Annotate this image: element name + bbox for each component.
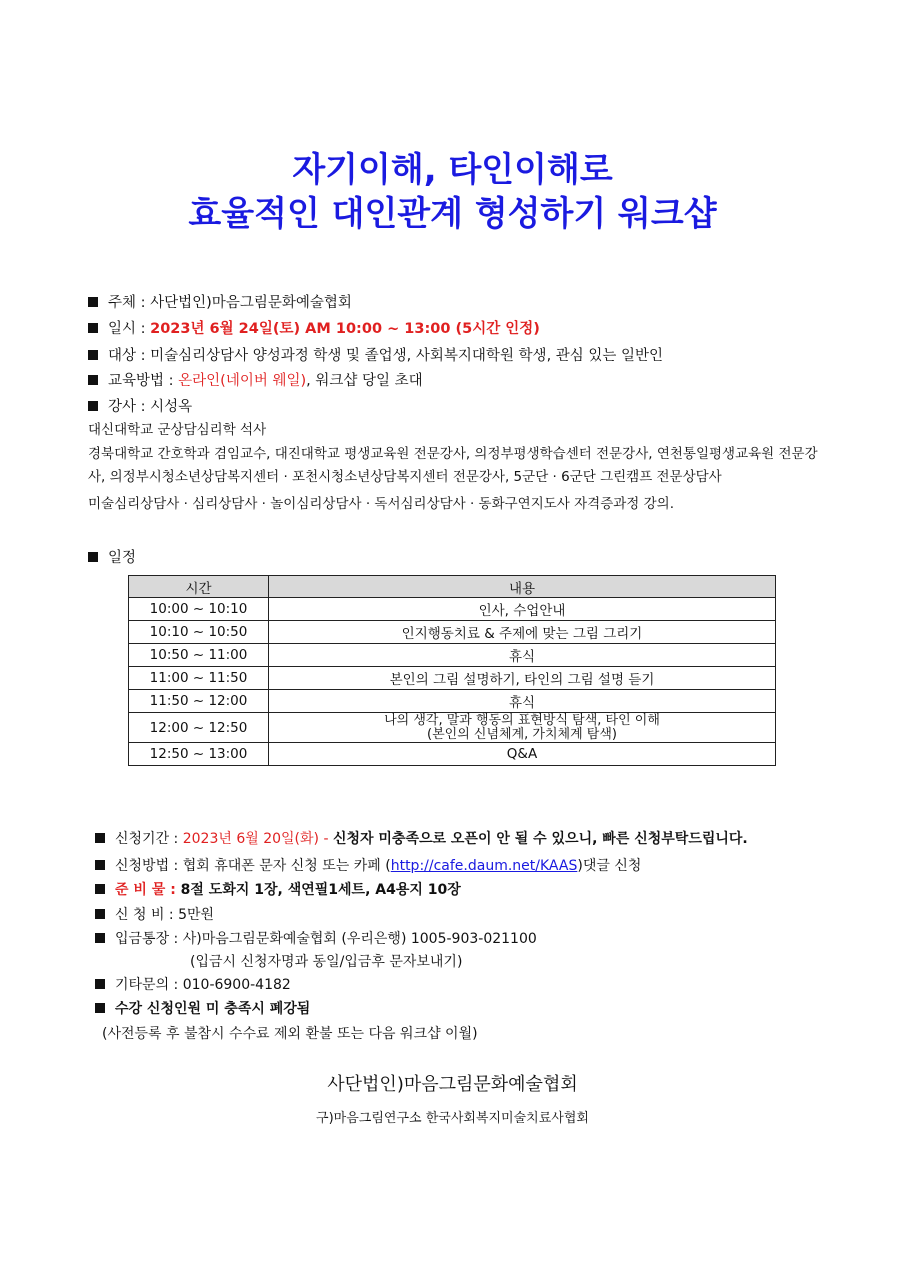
apply-prep-value: 8절 도화지 1장, 색연필1세트, A4용지 10장 — [180, 882, 461, 898]
row-time: 11:50 ~ 12:00 — [129, 690, 269, 713]
table-row — [129, 743, 776, 766]
bullet-square-icon — [88, 297, 98, 307]
lecturer-career: 경북대학교 간호학과 겸임교수, 대진대학교 평생교육원 전문강사, 의정부평생학습센터 전문강사, 연천통일평생교육원 전문강사, 의정부시청소년상담복지센터 · 포천시청소년상담복지센터 전문강사, 5군단 · 6군단 그린캠프 전문상담사 — [88, 446, 818, 485]
schedule-header-row — [129, 576, 776, 598]
lecturer-degree: 대신대학교 군상담심리학 석사 — [88, 422, 267, 438]
apply-method — [95, 855, 641, 875]
title-line-2: 효율적인 대인관계 형성하기 워크샵 — [188, 194, 717, 234]
info-method-rest: , 워크샵 당일 초대 — [306, 373, 423, 389]
schedule-table — [128, 575, 776, 766]
info-date — [88, 317, 540, 338]
apply-method-post: )댓글 신청 — [577, 858, 642, 874]
bullet-square-icon — [95, 860, 105, 870]
apply-fee — [95, 904, 214, 924]
row-content: 인지행동치료 & 주제에 맞는 그림 그리기 — [269, 621, 776, 644]
apply-account-value: 사)마음그림문화예술협회 (우리은행) 1005-903-021100 — [182, 931, 537, 947]
apply-contact-label: 기타문의 : — [115, 977, 183, 993]
schedule-heading-label: 일정 — [108, 550, 137, 566]
apply-fee-label: 신 청 비 : — [115, 907, 179, 923]
apply-account — [95, 928, 537, 948]
cafe-link[interactable]: http://cafe.daum.net/KAAS — [390, 858, 578, 874]
row-time: 10:50 ~ 11:00 — [129, 644, 269, 667]
table-row — [129, 644, 776, 667]
row-content: 인사, 수업안내 — [269, 598, 776, 621]
row-time: 10:10 ~ 10:50 — [129, 621, 269, 644]
organization-former-name: 구)마음그림연구소 한국사회복지미술치료사협회 — [316, 1111, 589, 1126]
row-content: 본인의 그림 설명하기, 타인의 그림 설명 듣기 — [269, 667, 776, 690]
bullet-square-icon — [95, 884, 105, 894]
row-content-line-1: 나의 생각, 말과 행동의 표현방식 탐색, 타인 이해 — [384, 712, 660, 728]
table-row — [129, 667, 776, 690]
apply-period — [95, 828, 748, 848]
bullet-square-icon — [88, 350, 98, 360]
row-time: 12:00 ~ 12:50 — [129, 713, 269, 743]
apply-method-label: 신청방법 : — [115, 858, 183, 874]
info-date-label: 일시 : — [108, 321, 151, 337]
bullet-square-icon — [95, 979, 105, 989]
lecturer-courses: 미술심리상담사 · 심리상담사 · 놀이심리상담사 · 독서심리상담사 · 동화구연지도사 자격증과정 강의. — [88, 496, 675, 512]
bullet-square-icon — [95, 1003, 105, 1013]
apply-fee-value: 5만원 — [178, 907, 215, 923]
info-lecturer-label: 강사 : — [108, 399, 151, 415]
table-row — [129, 598, 776, 621]
apply-refund: (사전등록 후 불참시 수수료 제외 환불 또는 다음 워크샵 이월) — [102, 1026, 478, 1042]
apply-prep-label: 준 비 물 : — [115, 882, 181, 898]
row-time: 12:50 ~ 13:00 — [129, 743, 269, 766]
bullet-square-icon — [88, 552, 98, 562]
apply-contact-value: 010-6900-4182 — [182, 977, 291, 993]
info-target — [88, 344, 663, 365]
bullet-square-icon — [95, 909, 105, 919]
bullet-square-icon — [95, 833, 105, 843]
col-content-header: 내용 — [269, 576, 776, 598]
apply-method-pre: 협회 휴대폰 문자 신청 또는 카페 ( — [182, 858, 391, 874]
schedule-heading — [88, 546, 136, 567]
info-method — [88, 369, 423, 390]
row-content-line-2: (본인의 신념체계, 가치체계 탐색) — [427, 726, 617, 742]
apply-period-notice: 신청자 미충족으로 오픈이 안 될 수 있으니, 빠른 신청부탁드립니다. — [332, 831, 748, 847]
apply-period-label: 신청기간 : — [115, 831, 183, 847]
bullet-square-icon — [88, 375, 98, 385]
row-content — [269, 713, 776, 743]
bullet-square-icon — [95, 933, 105, 943]
info-lecturer-value: 시성옥 — [150, 399, 193, 415]
row-content: 휴식 — [269, 690, 776, 713]
apply-contact — [95, 974, 291, 994]
apply-period-date: 2023년 6월 20일(화) - — [182, 831, 333, 847]
col-time-header: 시간 — [129, 576, 269, 598]
row-content: Q&A — [269, 743, 776, 766]
apply-cancel-text: 수강 신청인원 미 충족시 폐강됨 — [115, 1001, 311, 1017]
info-lecturer — [88, 395, 192, 416]
table-row — [129, 690, 776, 713]
table-row — [129, 621, 776, 644]
organization-name: 사단법인)마음그림문화예술협회 — [327, 1074, 578, 1095]
apply-account-label: 입금통장 : — [115, 931, 183, 947]
info-method-online: 온라인(네이버 웨일) — [178, 373, 307, 389]
info-host — [88, 291, 352, 312]
bullet-square-icon — [88, 323, 98, 333]
page-title — [0, 148, 905, 236]
apply-cancel — [95, 998, 310, 1018]
table-row — [129, 713, 776, 743]
info-target-label: 대상 : — [108, 348, 151, 364]
info-target-value: 미술심리상담사 양성과정 학생 및 졸업생, 사회복지대학원 학생, 관심 있는 일반인 — [150, 348, 664, 364]
info-date-value: 2023년 6월 24일(토) AM 10:00 ~ 13:00 (5시간 인정) — [150, 321, 540, 337]
title-line-1: 자기이해, 타인이해로 — [292, 150, 613, 190]
bullet-square-icon — [88, 401, 98, 411]
row-time: 10:00 ~ 10:10 — [129, 598, 269, 621]
apply-account-note: (입금시 신청자명과 동일/입금후 문자보내기) — [190, 954, 463, 970]
info-method-label: 교육방법 : — [108, 373, 179, 389]
info-host-value: 사단법인)마음그림문화예술협회 — [150, 295, 352, 311]
row-content: 휴식 — [269, 644, 776, 667]
info-host-label: 주체 : — [108, 295, 151, 311]
row-time: 11:00 ~ 11:50 — [129, 667, 269, 690]
apply-prep — [95, 879, 461, 899]
